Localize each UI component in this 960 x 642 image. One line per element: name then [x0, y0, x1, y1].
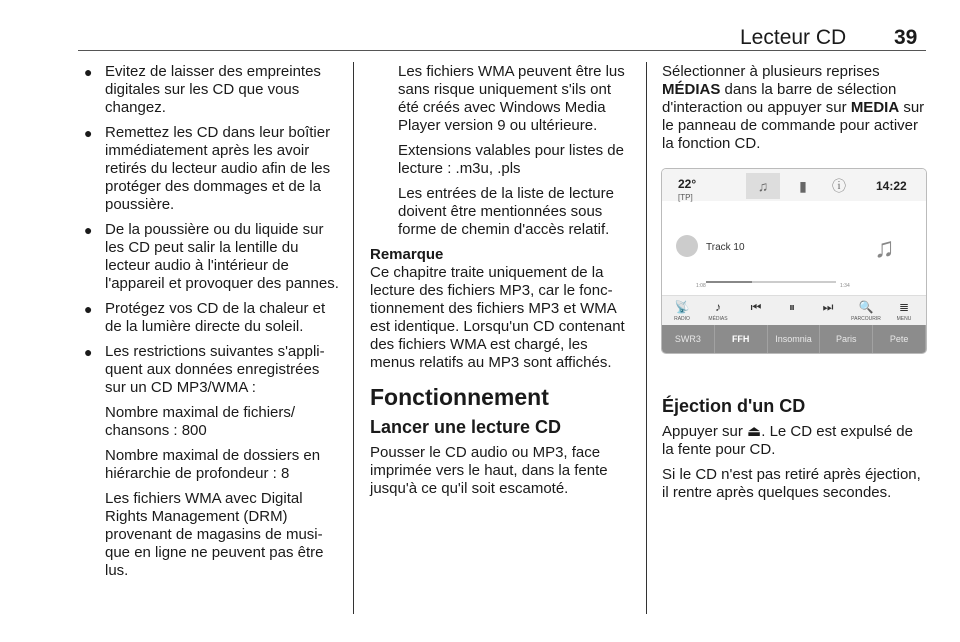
paragraph: Les entrées de la liste de lecture doivent être mentionnées sous forme de chemin d'accès relatif. [398, 185, 614, 238]
preset-button[interactable]: Paris [820, 325, 873, 353]
paragraph: Extensions valables pour listes de lecture : .m3u, .pls [398, 142, 624, 177]
previous-track-button[interactable] [738, 298, 774, 316]
paragraph: Les fichiers WMA peuvent être lus sans risque uniquement s'ils ont été créés avec Windows Media Player version 9 ou ultérieure. [398, 63, 625, 134]
preset-bar [662, 325, 926, 353]
column-3 [662, 63, 928, 509]
preset-button[interactable]: SWR3 [662, 325, 715, 353]
bullet-dot-icon: ● [84, 125, 93, 141]
medias-button[interactable]: ♪ MÉDIAS [708, 300, 728, 322]
pause-button[interactable] [774, 298, 810, 316]
album-art-music-icon: ♫ [874, 232, 895, 263]
menu-term-medias: MÉDIAS [662, 81, 721, 98]
track-progress-fill [706, 281, 752, 283]
infotainment-screen-illustration [662, 169, 926, 353]
bullet-dot-icon: ● [84, 344, 93, 360]
track-title: Track 10 [706, 242, 745, 253]
button-term-media: MEDIA [850, 99, 900, 116]
search-icon: 🔍 [858, 300, 874, 314]
clock-readout: 14:22 [876, 179, 907, 193]
total-time: 1:34 [840, 283, 850, 289]
radio-icon: 📡 [674, 300, 690, 314]
bullet-dot-icon: ● [84, 64, 93, 80]
column-divider-2 [646, 62, 647, 614]
column-divider-1 [353, 62, 354, 614]
note-text: Ce chapitre traite uniquement de la lecture des fichiers MP3, car le fonctionnement des fichiers MP3 et WMA est identique. Lorsqu'un CD contenant des fichiers WMA est chargé, les menus relatifs au MP3 sont affichés. [370, 264, 625, 371]
temperature-readout: 22° [678, 177, 697, 191]
bullet-item: ● Protégez vos CD de la chaleur et de la lumière directe du soleil. [84, 300, 326, 335]
elapsed-time: 1:08 [696, 283, 706, 289]
subsection-heading: Éjection d'un CD [662, 396, 806, 416]
menu-button[interactable]: ≣ MENU [896, 300, 912, 322]
radio-button[interactable]: 📡 RADIO [674, 300, 690, 322]
sub-paragraph: Nombre maximal de fichiers/ chansons : 800 [105, 404, 296, 439]
page-number: 39 [894, 26, 918, 49]
bullet-item: ● Les restrictions suivantes s'appliquent aux données enregistrées sur un CD MP3/WMA : [84, 343, 325, 396]
paragraph: Pousser le CD audio ou MP3, face imprimée vers le haut, dans la fente jusqu'à ce qu'il soit escamoté. [370, 444, 608, 497]
eject-icon: ⏏ [747, 423, 762, 440]
section-heading: Fonctionnement [370, 384, 549, 410]
preset-button[interactable]: Pete [873, 325, 926, 353]
subsection-heading: Lancer une lecture CD [370, 417, 562, 437]
preset-button[interactable]: FFH [715, 325, 768, 353]
usb-icon: ▮ [799, 178, 807, 194]
pause-icon: ⏸ [788, 300, 795, 314]
paragraph: Sélectionner à plusieurs reprises MÉDIAS dans la barre de sélection d'interaction ou appuyer sur MEDIA sur le panneau de commande pour activer la fonction CD. [662, 63, 925, 152]
menu-icon: ≣ [898, 300, 910, 314]
control-bar [662, 295, 926, 326]
note-label: Remarque [370, 246, 444, 263]
info-icon: ⓘ [832, 178, 846, 194]
previous-track-icon: ⏮ [750, 300, 762, 314]
next-track-button[interactable] [810, 298, 846, 316]
column-1 [80, 63, 342, 587]
sub-paragraph: Nombre maximal de dossiers en hiérarchie de profondeur : 8 [105, 447, 321, 482]
running-header-title: Lecteur CD [740, 26, 847, 49]
next-track-icon: ⏭ [822, 300, 834, 314]
column-2 [370, 63, 632, 505]
cd-icon [676, 235, 698, 257]
music-note-icon: ♪ [715, 300, 721, 314]
header-rule [78, 50, 926, 51]
paragraph: Appuyer sur ⏏. Le CD est expulsé de la fente pour CD. [662, 423, 913, 458]
sub-paragraph: Les fichiers WMA avec Digital Rights Management (DRM) provenant de magasins de musique en ligne ne peuvent pas être lus. [105, 490, 324, 579]
browse-button[interactable]: 🔍 PARCOURIR [851, 300, 881, 322]
bullet-dot-icon: ● [84, 301, 93, 317]
bullet-item: ● Evitez de laisser des empreintes digitales sur les CD que vous changez. [84, 63, 321, 116]
bullet-item: ● De la poussière ou du liquide sur les CD peut salir la lentille du lecteur audio à l'intérieur de l'appareil et provoquer des pannes. [84, 221, 339, 292]
preset-button[interactable]: Insomnia [768, 325, 821, 353]
tp-indicator: [TP] [678, 193, 693, 202]
media-source-icon: ♫ [746, 173, 780, 199]
bullet-item: ● Remettez les CD dans leur boîtier immédiatement après les avoir retirés du lecteur audio afin de les protéger des dommages et de la poussière. [84, 124, 331, 213]
bullet-dot-icon: ● [84, 222, 93, 238]
track-progress-bar [706, 281, 836, 283]
paragraph: Si le CD n'est pas retiré après éjection, il rentre après quelques secondes. [662, 466, 921, 501]
